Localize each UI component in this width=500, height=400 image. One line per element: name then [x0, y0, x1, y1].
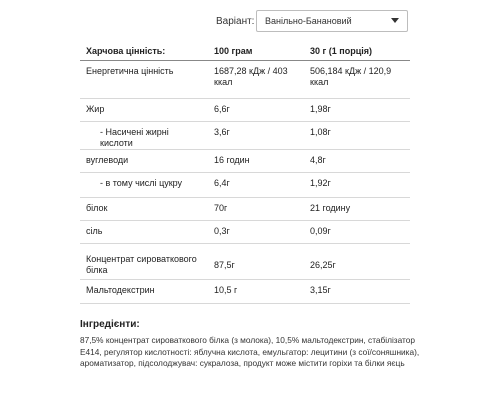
row-label: вуглеводи [86, 155, 129, 165]
table-row [80, 122, 410, 150]
row-label: Концентрат сироваткового білка [86, 254, 197, 275]
row-value-100g: 0,3г [214, 226, 230, 236]
row-value-100g: 70г [214, 203, 228, 213]
table-row [80, 280, 410, 304]
row-label: Енергетична цінність [86, 66, 174, 76]
row-value-100g: 6,6г [214, 104, 230, 114]
variant-selected-value: Ванільно-Банановий [265, 16, 352, 26]
row-value-serving: 26,25г [310, 260, 336, 270]
row-label: Жир [86, 104, 105, 114]
row-value-serving: 1,92г [310, 178, 331, 188]
row-label: сіль [86, 226, 103, 236]
table-row [80, 150, 410, 173]
ingredients-text: 87,5% концентрат сироваткового білка (з молока), 10,5% мальтодекстрин, стабілізатор Е414, регулятор кислотності: яблучна кислота, емульгатор: лецитини (з сої/соняшника), ароматизатор, підсолоджувач: сукралоза, продукт може містити горіхи та білки яєць [80, 335, 420, 368]
row-value-serving: 4,8г [310, 155, 326, 165]
table-row [80, 244, 410, 280]
ingredients-heading: Інгредієнти: [80, 319, 140, 330]
row-value-100g: 87,5г [214, 260, 235, 270]
header-nutrition: Харчова цінність: [86, 46, 166, 56]
table-row [80, 61, 410, 99]
row-value-serving: 506,184 кДж / 120,9 ккал [310, 66, 392, 87]
variant-label: Варіант: [216, 16, 255, 27]
row-label: Мальтодекстрин [86, 285, 155, 295]
table-row [80, 99, 410, 122]
row-value-100g: 3,6г [214, 127, 230, 137]
row-value-serving: 3,15г [310, 285, 331, 295]
row-label: білок [86, 203, 108, 213]
row-value-serving: 1,08г [310, 127, 331, 137]
nutrition-table [80, 45, 410, 304]
header-per-serving: 30 г (1 порція) [310, 46, 372, 56]
chevron-down-icon [391, 18, 399, 23]
table-row [80, 173, 410, 198]
row-label: - Насичені жирні кислоти [100, 127, 169, 148]
row-value-serving: 21 годину [310, 203, 351, 213]
table-header-row [80, 45, 410, 61]
row-value-100g: 10,5 г [214, 285, 238, 295]
row-value-100g: 1687,28 кДж / 403 ккал [214, 66, 288, 87]
row-value-serving: 0,09г [310, 226, 331, 236]
table-row [80, 198, 410, 221]
row-value-serving: 1,98г [310, 104, 331, 114]
row-label: - в тому числі цукру [100, 178, 183, 188]
variant-select[interactable] [256, 10, 408, 32]
header-per-100g: 100 грам [214, 46, 253, 56]
row-value-100g: 16 годин [214, 155, 250, 165]
row-value-100g: 6,4г [214, 178, 230, 188]
table-row [80, 221, 410, 244]
